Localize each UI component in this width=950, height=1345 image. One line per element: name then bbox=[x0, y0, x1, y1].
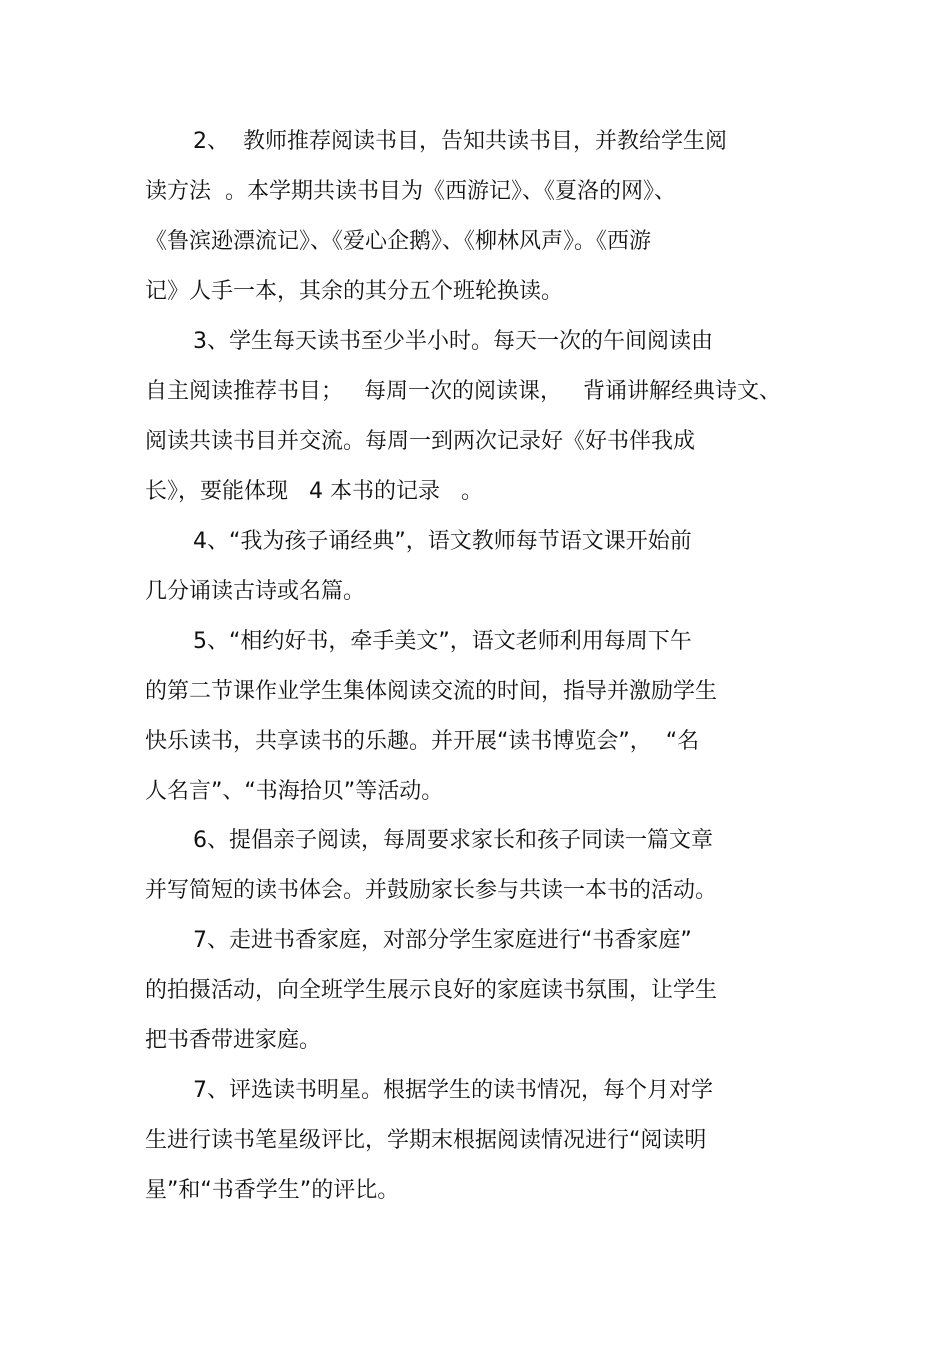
paragraph-line: 记》人手一本，其余的其分五个班轮换读。 bbox=[145, 279, 564, 304]
paragraph-line: 快乐读书，共享读书的乐趣。并开展“读书博览会”， “名 bbox=[145, 729, 700, 754]
paragraph-line: 《鲁滨逊漂流记》、《爱心企鹅》、《柳林风声》。《西游 bbox=[145, 229, 652, 254]
paragraph-line: 的拍摄活动，向全班学生展示良好的家庭读书氛围，让学生 bbox=[145, 978, 718, 1003]
paragraph-line: 5、“相约好书，牵手美文”，语文老师利用每周下午 bbox=[193, 629, 692, 654]
paragraph-line: 几分诵读古诗或名篇。 bbox=[145, 579, 366, 604]
paragraph-line: 7、评选读书明星。根据学生的读书情况，每个月对学 bbox=[193, 1078, 713, 1103]
paragraph-line: 星”和“书香学生”的评比。 bbox=[145, 1178, 400, 1203]
paragraph-line: 6、提倡亲子阅读，每周要求家长和孩子同读一篇文章 bbox=[193, 828, 713, 853]
paragraph-line: 7、走进书香家庭，对部分学生家庭进行“书香家庭” bbox=[193, 928, 692, 953]
paragraph-line: 自主阅读推荐书目； 每周一次的阅读课， 背诵讲解经典诗文、 bbox=[145, 379, 781, 404]
paragraph-line: 2、 教师推荐阅读书目，告知共读书目，并教给学生阅 bbox=[193, 129, 727, 154]
paragraph-line: 把书香带进家庭。 bbox=[145, 1028, 322, 1053]
paragraph-line: 4、“我为孩子诵经典”，语文教师每节语文课开始前 bbox=[193, 529, 692, 554]
paragraph-line: 人名言”、“书海拾贝”等活动。 bbox=[145, 779, 444, 804]
paragraph-line: 长》，要能体现 4 本书的记录 。 bbox=[145, 479, 483, 504]
paragraph-line: 读方法 。本学期共读书目为《西游记》、《夏洛的网》、 bbox=[145, 179, 676, 204]
paragraph-line: 阅读共读书目并交流。每周一到两次记录好《好书伴我成 bbox=[145, 429, 696, 454]
paragraph-line: 3、学生每天读书至少半小时。每天一次的午间阅读由 bbox=[193, 329, 713, 354]
paragraph-line: 的第二节课作业学生集体阅读交流的时间，指导并激励学生 bbox=[145, 679, 718, 704]
paragraph-line: 并写简短的读书体会。并鼓励家长参与共读一本书的活动。 bbox=[145, 878, 718, 903]
paragraph-line: 生进行读书笔星级评比，学期末根据阅读情况进行“阅读明 bbox=[145, 1128, 707, 1153]
